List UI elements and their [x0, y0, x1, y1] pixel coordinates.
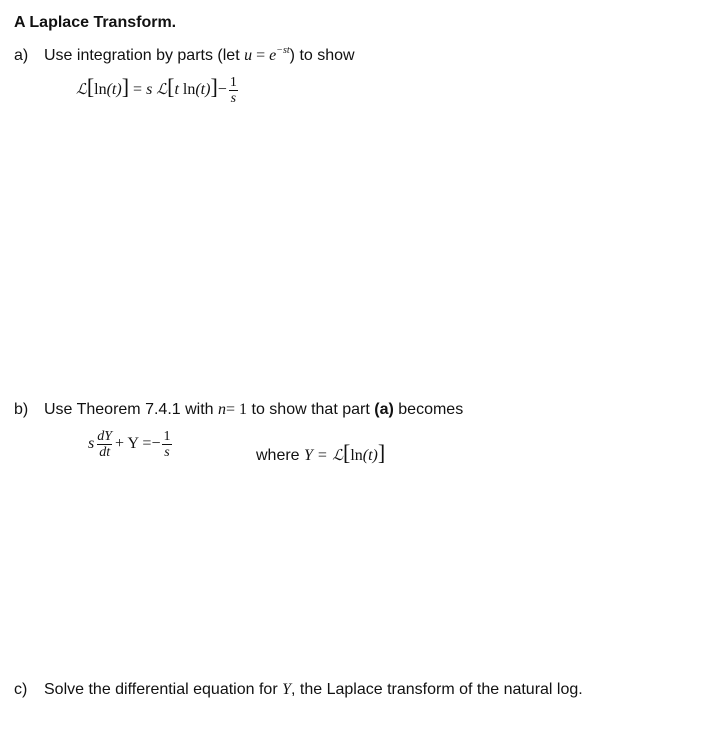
fraction-1-over-s-b: $\frac{1}{s}$	[163, 429, 171, 460]
part-b-text-after: becomes	[398, 401, 464, 418]
part-c-text-after: , the Laplace transform of the natural log.	[291, 681, 583, 698]
u-definition: $u = e^{-st}$	[244, 45, 290, 64]
fraction-1-over-s: $\frac{1}{s}$	[229, 74, 237, 106]
part-b-where-clause: where Y = ℒ[ln(t)]	[256, 440, 386, 465]
part-b-equation: s $\frac{dY}{dt}$ + Y =− $\frac{1}{s}$	[88, 429, 171, 460]
part-b-text-before: Use Theorem 7.4.1 with	[44, 401, 214, 418]
part-a-reference: (a)	[374, 401, 394, 418]
fraction-dy-dt: $\frac{dY}{dt}$	[97, 429, 113, 460]
part-a-text-before: Use integration by parts (let	[44, 47, 240, 64]
variable-y: Y	[282, 681, 291, 698]
n-equals-1: n= 1	[218, 401, 248, 418]
part-c-question	[14, 681, 583, 699]
part-a-equation: ℒ[ln(t)] = s ℒ[t ln(t)]− $\frac{1}{s}$	[76, 74, 237, 106]
part-a-question	[14, 45, 355, 65]
page-title: A Laplace Transform.	[14, 14, 177, 31]
part-b-question	[14, 401, 463, 419]
part-a-text-after: ) to show	[289, 47, 355, 64]
part-b-label: b)	[14, 401, 29, 418]
part-c-label: c)	[14, 681, 28, 698]
part-a-label: a)	[14, 47, 29, 64]
part-c-text-before: Solve the differential equation for	[44, 681, 278, 698]
part-b-text-mid: to show that part	[251, 401, 370, 418]
